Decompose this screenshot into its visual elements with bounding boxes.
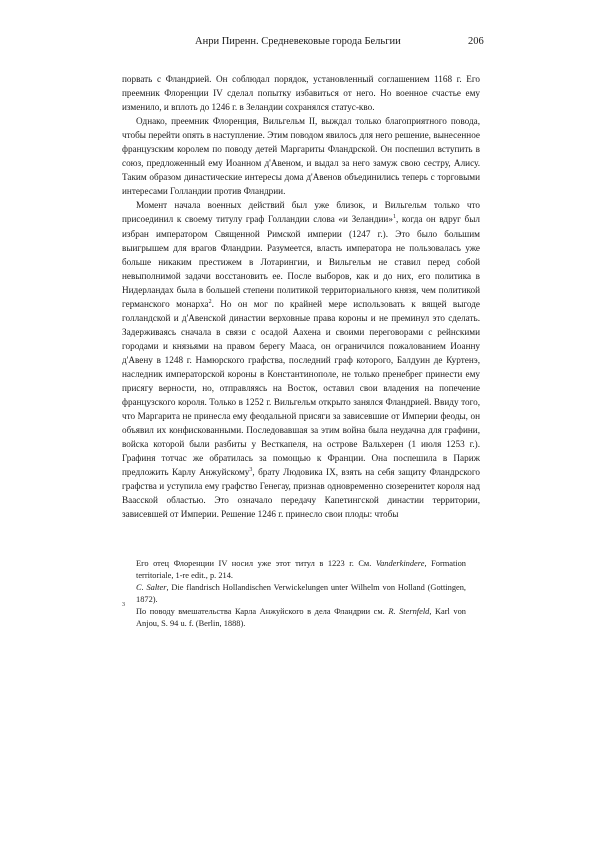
paragraph-3-part-d: , брату Людовика IX, взять на себя защиту Фландрского графства и уступила ему графство Генегау, признав одновременно сюзеренитет короля над Ваасской областью. Это означало передачу Капетингской династии территории, зависевшей от Империи. Решение 1246 г. принесло свои плоды: чтобы xyxy=(122,467,480,520)
footnote-1-text: Его отец Флоренции IV носил уже этот титул в 1223 г. См. xyxy=(136,559,376,568)
paragraph-3-part-c: . Но он мог по крайней мере использовать к вящей выгоде голландской и д'Авенской династии верховные права короны и не преминул это сделать. Задерживаясь сначала в связи с осадой Аахена и своими переговорами с рейнскими городами и князьями на правом берегу Мааса, он ограничился пожалованием Иоанну д'Авену в 1248 г. Намюрского графства, последний граф которого, Балдуин де Куртенэ, наследник императорской короны в Константинополе, не только пренебрег принести ему присягу верности, но, отправляясь на Восток, оставил свои владения на попечение французского короля. Только в 1252 г. Вильгельм открыто занялся Фландрией. Ввиду того, что Маргарита не принесла ему феодальной присяги за зависевшие от Империи феоды, он объявил их конфискованными. Последовавшая за этим война была неудачна для графини, войска которой были разбиты у Весткапеля, на острове Вальхерен (1 июля 1253 г.). Графиня тотчас же обратилась за помощью к Франции. Она поспешила в Париж предложить Карлу Анжуйскому xyxy=(122,298,480,478)
page-header xyxy=(0,35,600,49)
footnote-2 xyxy=(136,582,466,605)
paragraph-1: порвать с Фландрией. Он соблюдал порядок, установленный соглашением 1168 г. Его преемник Флоренции IV сделал попытку избавиться от него. Но военное счастье ему изменило, и вплоть до 1246 г. в Зеландии сохранялся статус-кво. xyxy=(122,74,480,113)
paragraph-3 xyxy=(122,198,480,521)
body-text xyxy=(122,72,480,522)
running-title: Анри Пиренн. Средневековые города Бельгии xyxy=(195,36,401,47)
footnote-2-source: , Die flandrisch Hollandischen Verwickelungen unter Wilhelm von Holland (Gottingen, 1872). xyxy=(136,583,467,604)
footnote-ref-1: 1 xyxy=(392,214,396,221)
footnote-1-author: Vanderkindere xyxy=(375,559,425,568)
footnotes xyxy=(122,558,467,631)
footnote-3-source: , Karl von Anjou, S. 94 u. f. (Berlin, 1888). xyxy=(136,607,466,628)
footnote-1 xyxy=(136,558,466,581)
footnote-3 xyxy=(122,602,466,629)
footnote-ref-2: 2 xyxy=(208,298,212,305)
paragraph-3-part-a: Момент начала военных действий был уже близок, и Вильгельм только что присоединил к своему титулу граф Голландии слова «и Зеландии» xyxy=(122,200,480,225)
footnote-3-author: R. Sternfeld xyxy=(388,607,430,617)
footnote-3-text: По поводу вмешательства Карла Анжуйского в дела Фландрии см. xyxy=(136,607,389,617)
page-number: 206 xyxy=(468,36,484,47)
footnote-ref-3: 3 xyxy=(249,467,253,474)
paragraph-2: Однако, преемник Флоренция, Вильгельм II, выждал только благоприятного повода, чтобы перейти опять в наступление. Этим поводом явилось для него решение, вынесенное французским королем по поводу детей Маргариты Фландрской. Он поспешил вступить в союз, предложенный ему Иоанном д'Авеном, и выдал за него замуж свою сестру, Алису. Таким образом династические интересы дома д'Авенов объединились теперь с торговыми интересами Голландии против Фландрии. xyxy=(122,116,480,197)
footnote-3-mark: 3 xyxy=(122,602,125,609)
footnote-1-source: , Formation territoriale, 1-re edit., p. 214. xyxy=(136,559,466,580)
footnote-2-author: C. Salter xyxy=(136,583,167,593)
paragraph-3-part-b: , когда он вдруг был избран императором Священной Римской империи (1247 г.). Это было большим выигрышем для врагов Фландрии. Разумеется, власть императора не пользовалась уже больше никаким престижем в Лотарингии, и Вильгельм не ставил перед собой невыполнимой задачи восстановить ее. После выборов, как и до них, его политика в Нидерландах была в большей степени политикой территориального князя, чем политикой германского монарха xyxy=(122,214,480,309)
